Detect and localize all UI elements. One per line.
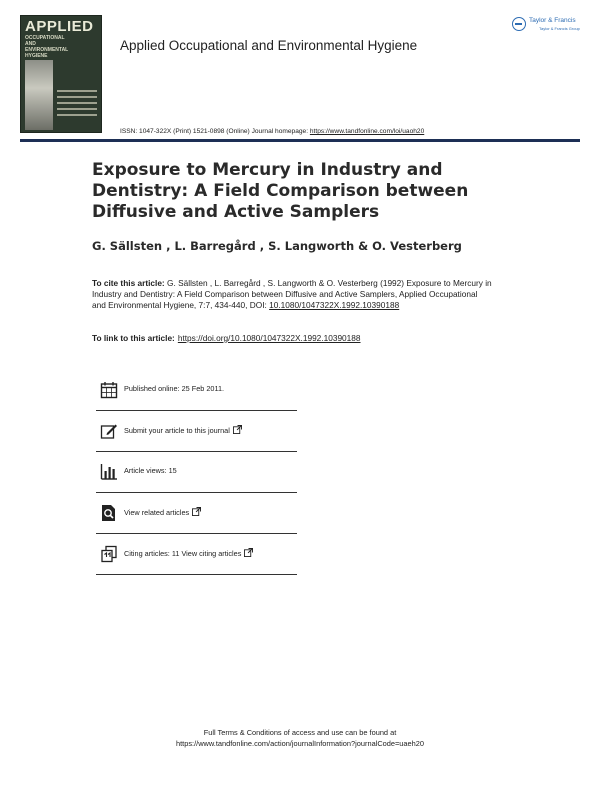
cover-subtitle-line: OCCUPATIONAL: [25, 35, 65, 41]
cover-text-lines: [57, 90, 97, 120]
related-articles-row[interactable]: [96, 493, 297, 534]
issn-text: ISSN: 1047-322X (Print) 1521-0898 (Online) Journal homepage:: [120, 128, 310, 135]
article-views-row: [96, 452, 297, 493]
citation-block: [92, 278, 492, 311]
cover-subtitle-line: AND: [25, 41, 36, 47]
header-divider: [20, 139, 580, 142]
citation-doi-link[interactable]: 10.1080/1047322X.1992.10390188: [269, 300, 400, 310]
terms-footer-text: Full Terms & Conditions of access and use can be found at: [203, 728, 397, 737]
article-title: Exposure to Mercury in Industry and Dentistry: A Field Comparison between Diffusive and Active Samplers: [92, 160, 469, 222]
publisher-logo-sub: Taylor & Francis Group: [539, 26, 580, 31]
article-link-label: To link to this article:: [92, 333, 175, 343]
external-link-icon: [233, 425, 242, 434]
calendar-icon: [100, 381, 118, 399]
cover-subtitle-line: HYGIENE: [25, 53, 48, 59]
citation-label: To cite this article:: [92, 278, 165, 288]
external-link-icon: [244, 548, 253, 557]
submit-article-row[interactable]: [96, 411, 297, 452]
citation-text: G. Sällsten , L. Barregård , S. Langworth & O. Vesterberg (1992) Exposure to Mercury in Industry and Dentistry: A Field Comparison between Diffusive and Active Samplers, Applied Occupational and Environmental Hygiene, 7:7, 434-440, DOI:: [92, 278, 492, 310]
journal-cover-image: [20, 15, 102, 133]
article-link-line: [92, 333, 361, 343]
external-link-icon: [192, 507, 201, 516]
publisher-logo[interactable]: [512, 16, 584, 36]
cover-title: APPLIED: [25, 18, 94, 35]
citing-articles-text: Citing articles: 11 View citing articles: [124, 549, 242, 558]
cover-subtitle-line: ENVIRONMENTAL: [25, 47, 69, 53]
related-articles-text: View related articles: [124, 508, 190, 517]
issn-line: [120, 128, 424, 135]
cover-photo: [25, 60, 53, 130]
article-views-label: Article views: 15: [124, 466, 177, 475]
cover-subtitle: [25, 35, 95, 59]
citing-articles-label[interactable]: [124, 548, 253, 558]
related-articles-label[interactable]: [124, 507, 201, 517]
published-online-row: [96, 370, 297, 411]
journal-homepage-link[interactable]: https://www.tandfonline.com/loi/uaoh20: [309, 128, 425, 135]
publisher-logo-name: Taylor & Francis: [529, 17, 576, 24]
published-online-label: Published online: 25 Feb 2011.: [124, 384, 225, 393]
submit-article-label[interactable]: [124, 425, 242, 435]
publisher-logo-icon: [512, 17, 526, 31]
terms-footer: [100, 727, 500, 749]
journal-name: Applied Occupational and Environmental Hygiene: [120, 38, 418, 53]
search-document-icon: [100, 504, 118, 522]
citing-articles-row[interactable]: [96, 534, 297, 575]
article-doi-link[interactable]: https://doi.org/10.1080/1047322X.1992.10390188: [177, 333, 361, 343]
bar-chart-icon: [100, 463, 118, 481]
terms-footer-link[interactable]: https://www.tandfonline.com/action/journalInformation?journalCode=uaeh20: [176, 739, 424, 748]
edit-icon: [100, 422, 118, 440]
article-authors: G. Sällsten , L. Barregård , S. Langworth & O. Vesterberg: [92, 239, 462, 253]
submit-article-text: Submit your article to this journal: [124, 426, 230, 435]
citing-articles-icon: [100, 545, 118, 563]
